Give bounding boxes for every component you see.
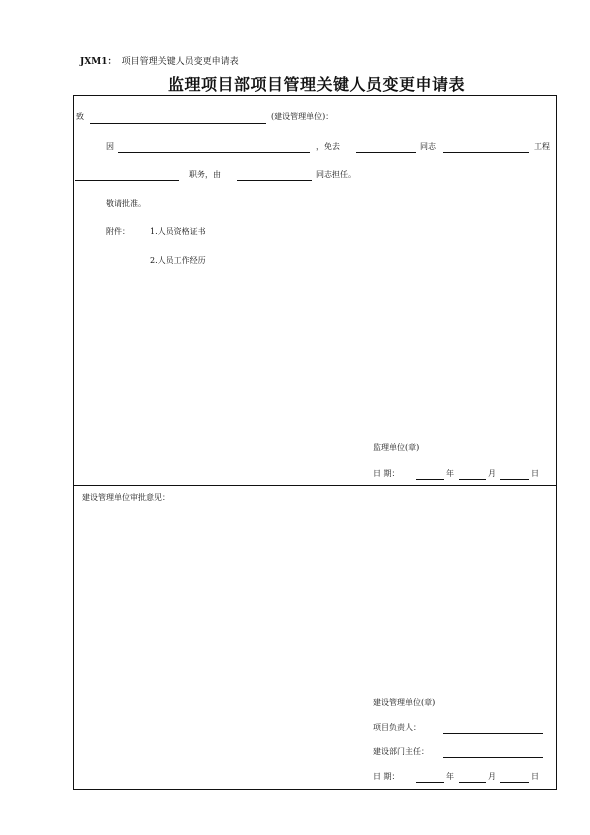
year-blank[interactable]: [416, 782, 444, 783]
form-code: JXM1：: [80, 57, 117, 67]
to-unit-blank[interactable]: [90, 123, 266, 124]
project-leader-blank[interactable]: [443, 733, 543, 734]
because-label: 因: [106, 142, 114, 151]
to-suffix: (建设管理单位)：: [271, 112, 334, 121]
take-over-label: 同志担任。: [316, 170, 356, 179]
day-blank[interactable]: [500, 479, 529, 480]
comrade-label: 同志: [420, 142, 436, 151]
reason-blank[interactable]: [118, 152, 310, 153]
attachment-item: 2.人员工作经历: [150, 256, 206, 265]
month-blank[interactable]: [459, 782, 486, 783]
month-label: 月: [488, 469, 496, 478]
day-blank[interactable]: [500, 782, 529, 783]
dismiss-label: ，免去: [316, 142, 340, 151]
request-text: 敬请批准。: [106, 199, 146, 208]
form-title-small: 项目管理关键人员变更申请表: [121, 57, 239, 67]
attachment-label: 附件：: [106, 227, 130, 236]
section-divider: [73, 485, 557, 486]
project-name-blank[interactable]: [443, 152, 529, 153]
day-label: 日: [531, 772, 539, 781]
owner-seal-label: 建设管理单位(章): [373, 698, 436, 707]
page-title: 监理项目部项目管理关键人员变更申请表: [168, 75, 466, 94]
year-label: 年: [446, 772, 454, 781]
supervisor-seal-label: 监理单位(章): [373, 443, 420, 452]
month-blank[interactable]: [459, 479, 486, 480]
project-label: 工程: [534, 142, 550, 151]
approval-opinion-label: 建设管理单位审批意见：: [82, 493, 170, 502]
to-label: 致: [76, 112, 84, 121]
date-label: 日 期：: [373, 772, 400, 781]
month-label: 月: [488, 772, 496, 781]
dept-head-label: 建设部门主任：: [373, 747, 429, 756]
project-name-blank-cont[interactable]: [75, 180, 179, 181]
year-label: 年: [446, 469, 454, 478]
position-label: 职务，由: [189, 170, 221, 179]
dismissed-person-blank[interactable]: [356, 152, 416, 153]
new-person-blank[interactable]: [237, 180, 312, 181]
year-blank[interactable]: [416, 479, 444, 480]
form-code-line: [80, 49, 239, 68]
dept-head-blank[interactable]: [443, 757, 543, 758]
date-label: 日 期：: [373, 469, 400, 478]
attachment-item: 1.人员资格证书: [150, 227, 206, 236]
day-label: 日: [531, 469, 539, 478]
project-leader-label: 项目负责人：: [373, 723, 421, 732]
